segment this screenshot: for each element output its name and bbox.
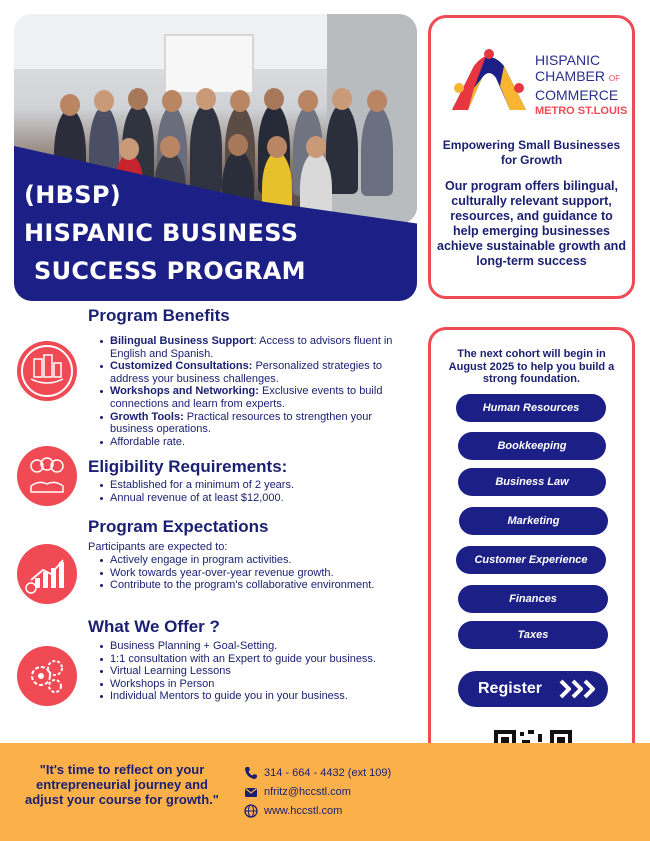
logo-line-1: HISPANIC	[535, 52, 601, 68]
chevrons-right-icon	[558, 678, 598, 700]
list-item: Workshops in Person	[110, 678, 415, 691]
register-label: Register	[478, 680, 543, 697]
eligibility-title: Eligibility Requirements:	[88, 457, 288, 476]
logo-line-3: COMMERCE	[535, 87, 619, 103]
city-globe-icon	[17, 341, 77, 401]
list-item: Individual Mentors to guide you in your business.	[110, 690, 415, 703]
list-item: Business Planning + Goal-Setting.	[110, 640, 415, 653]
email-address: nfritz@hccstl.com	[264, 786, 351, 798]
list-item: Actively engage in program activities.	[110, 554, 415, 567]
program-title-line-2: SUCCESS PROGRAM	[34, 257, 306, 285]
growth-chart-icon	[17, 544, 77, 604]
topic-human-resources[interactable]: Human Resources	[456, 394, 606, 422]
topic-business-law[interactable]: Business Law	[458, 468, 606, 496]
benefits-title: Program Benefits	[88, 306, 230, 325]
list-item: Growth Tools: Practical resources to strengthen your business operations.	[110, 411, 415, 436]
phone-icon	[244, 766, 258, 780]
offer-title: What We Offer ?	[88, 617, 220, 636]
topic-bookkeeping[interactable]: Bookkeeping	[458, 432, 606, 460]
list-item: Contribute to the program's collaborative environment.	[110, 579, 415, 592]
list-item: Affordable rate.	[110, 436, 415, 449]
email-contact[interactable]	[244, 785, 351, 799]
list-item: Workshops and Networking: Exclusive events to build connections and learn from experts.	[110, 385, 415, 410]
chamber-card	[428, 15, 635, 299]
list-item: Work towards year-over-year revenue growth.	[110, 567, 415, 580]
offer-list	[110, 640, 415, 703]
topic-finances[interactable]: Finances	[458, 585, 608, 613]
phone-contact[interactable]	[244, 766, 391, 780]
chamber-logo-icon	[444, 48, 534, 118]
footer	[0, 743, 650, 841]
register-button[interactable]	[458, 671, 608, 707]
program-title-line-1: HISPANIC BUSINESS	[24, 219, 299, 247]
gears-people-icon	[17, 646, 77, 706]
list-item: Annual revenue of at least $12,000.	[110, 492, 415, 505]
list-item: Bilingual Business Support: Access to advisors fluent in English and Spanish.	[110, 335, 415, 360]
topic-marketing[interactable]: Marketing	[459, 507, 608, 535]
logo-of: OF	[608, 74, 621, 83]
benefits-list	[110, 335, 415, 448]
logo-line-2: CHAMBER	[535, 68, 606, 84]
website-url: www.hccstl.com	[264, 805, 343, 817]
topic-customer-experience[interactable]: Customer Experience	[456, 546, 606, 574]
logo-line-4: METRO ST.LOUIS	[535, 105, 628, 117]
expectations-title: Program Expectations	[88, 517, 269, 536]
program-title	[24, 176, 354, 290]
program-acronym: (HBSP)	[24, 181, 121, 209]
eligibility-list	[110, 479, 415, 504]
list-item: Virtual Learning Lessons	[110, 665, 415, 678]
expectations-list	[110, 554, 415, 592]
website-contact[interactable]	[244, 804, 342, 818]
list-item: Customized Consultations: Personalized strategies to address your business challenges.	[110, 360, 415, 385]
expectations-intro: Participants are expected to:	[88, 541, 228, 553]
list-item: Established for a minimum of 2 years.	[110, 479, 415, 492]
handshake-award-icon	[17, 446, 77, 506]
globe-icon	[244, 804, 258, 818]
chamber-heading: Empowering Small Businesses for Growth	[442, 138, 621, 167]
chamber-description: Our program offers bilingual, culturally relevant support, resources, and guidance to help emerging businesses achieve sustainable growth and long-term success	[437, 179, 626, 268]
phone-number: 314 - 664 - 4432 (ext 109)	[264, 767, 392, 779]
topic-taxes[interactable]: Taxes	[458, 621, 608, 649]
footer-quote: "It's time to reflect on your entrepreneurial journey and adjust your course for growth."	[25, 762, 219, 807]
chamber-logo-text	[535, 52, 633, 119]
list-item: 1:1 consultation with an Expert to guide your business.	[110, 653, 415, 666]
cohort-description: The next cohort will begin in August 2025 to help you build a strong foundation.	[448, 348, 615, 385]
mail-icon	[244, 785, 258, 799]
